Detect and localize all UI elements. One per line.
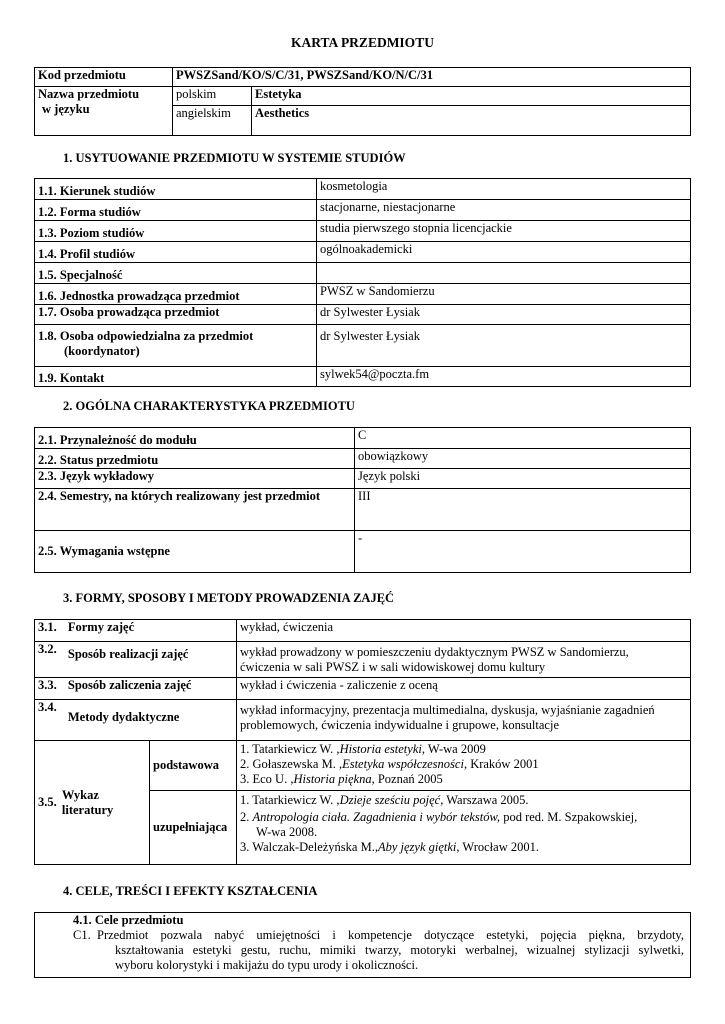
kod-value: PWSZSand/KO/S/C/31, PWSZSand/KO/N/C/31 <box>173 68 691 87</box>
s3-value <box>237 642 691 678</box>
s3-value <box>237 700 691 741</box>
s3-label <box>35 678 237 700</box>
s1-label: 1.3. Poziom studiów <box>35 221 317 242</box>
s1-label: 1.9. Kontakt <box>35 367 317 387</box>
s3-label-text: Metody dydaktyczne <box>67 710 180 724</box>
s1-label-line2: (koordynator) <box>64 344 140 358</box>
s1-value: studia pierwszego stopnia licencjackie <box>317 221 691 242</box>
s1-label: 1.7. Osoba prowadząca przedmiot <box>35 305 317 325</box>
uzupelniajaca-label: uzupełniająca <box>150 791 237 865</box>
s3-num: 3.4. <box>38 700 57 714</box>
goal-code: C1. <box>73 928 91 942</box>
s2-label: 2.1. Przynależność do modułu <box>35 428 355 449</box>
s3-value-line2: problemowych, ćwiczenia indywidualne i grupowe, konsultacje <box>240 718 560 732</box>
s1-label: 1.6. Jednostka prowadząca przedmiot <box>35 284 317 305</box>
header-table <box>34 67 691 136</box>
s2-value: C <box>355 428 691 449</box>
nazwa-label <box>35 87 173 136</box>
s1-label: 1.1. Kierunek studiów <box>35 179 317 200</box>
s3-value: wykład i ćwiczenia - zaliczenie z oceną <box>237 678 691 700</box>
s2-label: 2.4. Semestry, na których realizowany jest przedmiot <box>35 489 355 531</box>
s1-label: 1.5. Specjalność <box>35 263 317 284</box>
s3-label-text: Sposób zaliczenia zajęć <box>67 678 192 692</box>
s2-label: 2.2. Status przedmiotu <box>35 449 355 469</box>
literature-item: 1. Tatarkiewicz W. ,Dzieje sześciu pojęć, Warszawa 2005. <box>240 793 529 807</box>
literature-label-line2: literatury <box>61 802 114 817</box>
name-pl: Estetyka <box>252 87 691 106</box>
goal-line: wyboru kolorystyki i makijażu do typu urody i okoliczności. <box>115 958 419 972</box>
s1-value: sylwek54@poczta.fm <box>317 367 691 387</box>
section-1-table <box>34 178 691 387</box>
nazwa-label-line2: w języku <box>42 102 90 116</box>
uzupelniajaca-list <box>237 791 691 865</box>
podstawowa-list <box>237 741 691 791</box>
s1-value: ogólnoakademicki <box>317 242 691 263</box>
name-en: Aesthetics <box>252 106 691 136</box>
literature-item: 2. Antropologia ciała. Zagadnienia i wybór tekstów, pod red. M. Szpakowskiej, <box>240 810 638 824</box>
s2-label: 2.5. Wymagania wstępne <box>35 531 355 573</box>
s1-label-line1: 1.8. Osoba odpowiedzialna za przedmiot <box>38 329 254 343</box>
s1-value: stacjonarne, niestacjonarne <box>317 200 691 221</box>
s2-value: Język polski <box>355 469 691 489</box>
s1-value: dr Sylwester Łysiak <box>317 305 691 325</box>
s3-label-text: Sposób realizacji zajęć <box>67 647 189 661</box>
s1-value: dr Sylwester Łysiak <box>317 325 691 367</box>
goal-line: kształtowania estetyki gestu, ruchu, mimiki twarzy, motoryki werbalnej, wizualnej stylizacji sylwetki, <box>115 943 684 957</box>
s3-num: 3.1. <box>38 620 57 634</box>
kod-label: Kod przedmiotu <box>35 68 173 87</box>
lang-en: angielskim <box>173 106 252 136</box>
page-title: KARTA PRZEDMIOTU <box>291 35 434 50</box>
s3-value-line1: wykład informacyjny, prezentacja multimedialna, dyskusja, wyjaśnianie zagadnień <box>240 703 655 717</box>
s2-value: - <box>355 531 691 573</box>
goal-line: Przedmiot pozwala nabyć umiejętności i kompetencje dotyczące estetyki, pojęcia piękna, brzydoty, <box>97 928 684 942</box>
literature-item: 3. Walczak-Deleżyńska M.,Aby język giętki, Wrocław 2001. <box>240 840 539 854</box>
s3-label <box>35 700 237 741</box>
literature-item: 3. Eco U. ,Historia piękna, Poznań 2005 <box>240 772 443 786</box>
literature-item: 2. Gołaszewska M. ,Estetyka współczesności, Kraków 2001 <box>240 757 539 771</box>
section-3-heading: 3. FORMY, SPOSOBY I METODY PROWADZENIA ZAJĘĆ <box>63 591 395 605</box>
s1-label: 1.2. Forma studiów <box>35 200 317 221</box>
literature-label-line1: Wykaz <box>61 787 99 802</box>
s3-num: 3.3. <box>38 678 57 692</box>
s2-label: 2.3. Język wykładowy <box>35 469 355 489</box>
s2-value: III <box>355 489 691 531</box>
s3-label <box>35 642 237 678</box>
podstawowa-label: podstawowa <box>150 741 237 791</box>
s2-value: obowiązkowy <box>355 449 691 469</box>
goals-subheading: 4.1. Cele przedmiotu <box>73 913 184 927</box>
s3-label-text: Formy zajęć <box>67 620 135 634</box>
section-2-table <box>34 427 691 573</box>
section-3-table <box>34 619 691 865</box>
s3-num: 3.5. <box>38 794 57 809</box>
s3-value-line2: ćwiczenia w sali PWSZ i w sali widowiskowej domu kultury <box>240 660 546 674</box>
s1-label: 1.4. Profil studiów <box>35 242 317 263</box>
s1-value: kosmetologia <box>317 179 691 200</box>
section-1-heading: 1. USYTUOWANIE PRZEDMIOTU W SYSTEMIE STUDIÓW <box>63 151 406 165</box>
nazwa-label-line1: Nazwa przedmiotu <box>38 87 140 101</box>
section-4-table <box>34 912 691 978</box>
s1-value <box>317 263 691 284</box>
s3-num: 3.2. <box>38 642 57 656</box>
lang-pl: polskim <box>173 87 252 106</box>
literature-item-cont: W-wa 2008. <box>256 825 318 839</box>
s3-label <box>35 620 237 642</box>
s1-value: PWSZ w Sandomierzu <box>317 284 691 305</box>
literature-item: 1. Tatarkiewicz W. ,Historia estetyki, W-wa 2009 <box>240 742 486 756</box>
section-2-heading: 2. OGÓLNA CHARAKTERYSTYKA PRZEDMIOTU <box>63 399 355 413</box>
s3-value-line1: wykład prowadzony w pomieszczeniu dydaktycznym PWSZ w Sandomierzu, <box>240 645 629 659</box>
s1-label <box>35 325 317 367</box>
section-4-heading: 4. CELE, TREŚCI I EFEKTY KSZTAŁCENIA <box>63 884 318 898</box>
goal-c1 <box>73 928 684 973</box>
s3-value: wykład, ćwiczenia <box>237 620 691 642</box>
literature-label <box>35 741 150 865</box>
goals-cell <box>35 913 691 978</box>
